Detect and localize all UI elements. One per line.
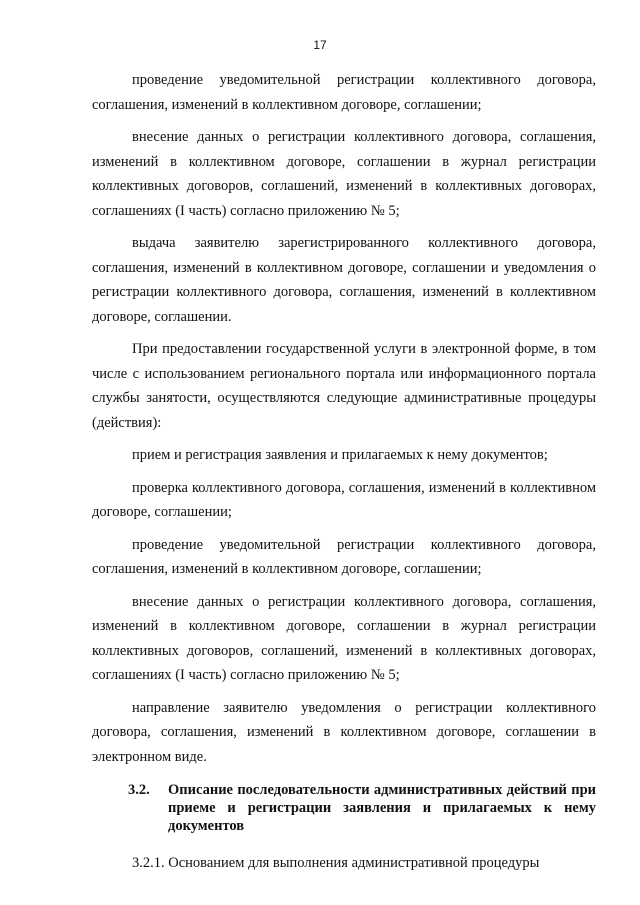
paragraph: При предоставлении государственной услуги в электронной форме, в том числе с использованием регионального портала или информационного портала службы занятости, осуществляются следующие административные процедуры (действия):	[92, 341, 596, 431]
paragraph: 3.2.1. Основанием для выполнения административной процедуры	[132, 855, 540, 871]
paragraph: внесение данных о регистрации коллективного договора, соглашения, изменений в коллективном договоре, соглашении в журнал регистрации коллективных договоров, соглашений, изменений в коллективных договорах, соглашениях (I часть) согласно приложению № 5;	[92, 129, 596, 219]
paragraph: проведение уведомительной регистрации коллективного договора, соглашения, изменений в коллективном договоре, соглашении;	[92, 72, 596, 113]
paragraph: проверка коллективного договора, соглашения, изменений в коллективном договоре, соглашении;	[92, 479, 596, 520]
paragraph: прием и регистрация заявления и прилагаемых к нему документов;	[132, 447, 548, 463]
section-heading	[92, 781, 596, 835]
document-body	[92, 68, 596, 884]
paragraph: выдача заявителю зарегистрированного коллективного договора, соглашения, изменений в коллективном договоре, соглашении и уведомления о регистрации коллективного договора, соглашения, изменений в коллективном договоре, соглашении.	[92, 235, 596, 325]
section-number: 3.2.	[128, 782, 150, 798]
paragraph: внесение данных о регистрации коллективного договора, соглашения, изменений в коллективном договоре, соглашении в журнал регистрации коллективных договоров, соглашений, изменений в коллективных договорах, соглашениях (I часть) согласно приложению № 5;	[92, 593, 596, 683]
paragraph: направление заявителю уведомления о регистрации коллективного договора, соглашения, изменений в коллективном договоре, соглашении в электронном виде.	[92, 699, 596, 765]
paragraph: проведение уведомительной регистрации коллективного договора, соглашения, изменений в коллективном договоре, соглашении;	[92, 536, 596, 577]
section-title: Описание последовательности административных действий при приеме и регистрации заявления и прилагаемых к нему документов	[168, 782, 596, 834]
page-number: 17	[313, 38, 327, 52]
